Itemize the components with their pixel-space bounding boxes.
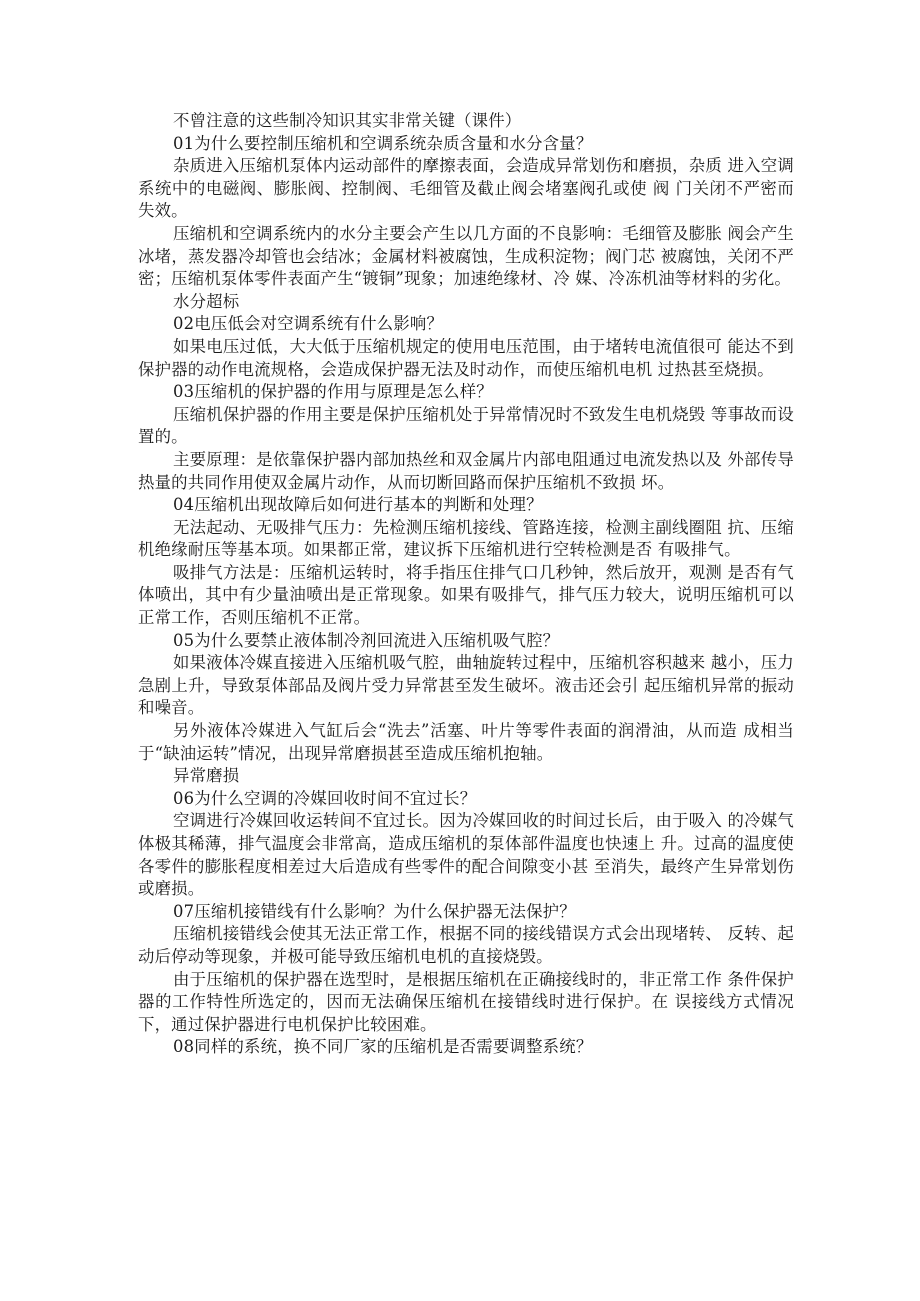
document-title: 不曾注意的这些制冷知识其实非常关键（课件） [173, 111, 522, 130]
answer-paragraph: 主要原理：是依靠保护器内部加热丝和双金属片内部电阻通过电流发热以及 外部传导热量的共同作用使双金属片动作，从而切断回路而保护压缩机不致损 坏。 [138, 449, 794, 492]
answer-paragraph: 杂质进入压缩机泵体内运动部件的摩擦表面，会造成异常划伤和磨损，杂质 进入空调系统中的电磁阀、膨胀阀、控制阀、毛细管及截止阀会堵塞阀孔或使 阀 门关闭不严密而失效。 [138, 156, 794, 221]
question-heading-03: 03压缩机的保护器的作用与原理是怎么样？ [173, 382, 493, 402]
answer-paragraph: 如果液体冷媒直接进入压缩机吸气腔，曲轴旋转过程中，压缩机容积越来 越小，压力急剧上升，导致泵体部品及阀片受力异常甚至发生破坏。液击还会引 起压缩机异常的振动和噪音。 [138, 653, 794, 718]
document-body [138, 110, 794, 1059]
answer-paragraph: 空调进行冷媒回收运转间不宜过长。因为冷媒回收的时间过长后，由于吸入 的冷媒气体极其稀薄，排气温度会非常高，造成压缩机的泵体部件温度也快速上 升。过高的温度使各零件的膨胀程度相差过大后造成有些零件的配合间隙变小甚 至消失，最终产生异常划伤或磨损。 [138, 811, 794, 899]
answer-paragraph: 由于压缩机的保护器在选型时，是根据压缩机在正确接线时的，非正常工作 条件保护器的工作特性所选定的，因而无法确保压缩机在接错线时进行保护。在 误接线方式情况下，通过保护器进行电机保护比较困难。 [138, 969, 794, 1034]
question-heading-08: 08同样的系统，换不同厂家的压缩机是否需要调整系统？ [173, 1037, 593, 1057]
answer-paragraph: 无法起动、无吸排气压力：先检测压缩机接线、管路连接，检测主副线圈阻 抗、压缩机绝缘耐压等基本项。如果都正常，建议拆下压缩机进行空转检测是否 有吸排气。 [138, 517, 794, 560]
image-caption: 异常磨损 [173, 766, 240, 786]
answer-paragraph: 如果电压过低，大大低于压缩机规定的使用电压范围，由于堵转电流值很可 能达不到保护器的动作电流规格，会造成保护器无法及时动作，而使压缩机电机 过热甚至烧损。 [138, 336, 794, 379]
question-heading-06: 06为什么空调的冷媒回收时间不宜过长？ [173, 788, 477, 808]
question-heading-01: 01为什么要控制压缩机和空调系统杂质含量和水分含量？ [173, 133, 593, 153]
answer-paragraph: 压缩机接错线会使其无法正常工作，根据不同的接线错误方式会出现堵转、 反转、起动后停动等现象，并极可能导致压缩机电机的直接烧毁。 [138, 924, 794, 966]
answer-paragraph: 另外液体冷媒进入气缸后会“洗去”活塞、叶片等零件表面的润滑油，从而造 成相当于“缺油运转”情况，出现异常磨损甚至造成压缩机抱轴。 [138, 721, 794, 763]
image-caption: 水分超标 [173, 291, 240, 311]
question-heading-07: 07压缩机接错线有什么影响？为什么保护器无法保护？ [173, 901, 576, 921]
answer-paragraph: 吸排气方法是：压缩机运转时，将手指压住排气口几秒钟，然后放开，观测 是否有气体喷出，其中有少量油喷出是正常现象。如果有吸排气，排气压力较大，说明压缩机可以正常工作，否则压缩机不正常。 [138, 562, 794, 628]
question-heading-04: 04压缩机出现故障后如何进行基本的判断和处理？ [173, 495, 543, 515]
question-heading-02: 02电压低会对空调系统有什么影响？ [173, 314, 444, 334]
answer-paragraph: 压缩机保护器的作用主要是保护压缩机处于异常情况时不致发生电机烧毁 等事故而设置的。 [138, 404, 794, 447]
answer-paragraph: 压缩机和空调系统内的水分主要会产生以几方面的不良影响：毛细管及膨胀 阀会产生冰堵，蒸发器冷却管也会结冰；金属材料被腐蚀，生成积淀物；阀门芯 被腐蚀，关闭不严密；压缩机泵体零件表面产生“镀铜”现象；加速绝缘材、冷 媒、冷冻机油等材料的劣化。 [138, 223, 794, 289]
question-heading-05: 05为什么要禁止液体制冷剂回流进入压缩机吸气腔？ [173, 630, 560, 650]
